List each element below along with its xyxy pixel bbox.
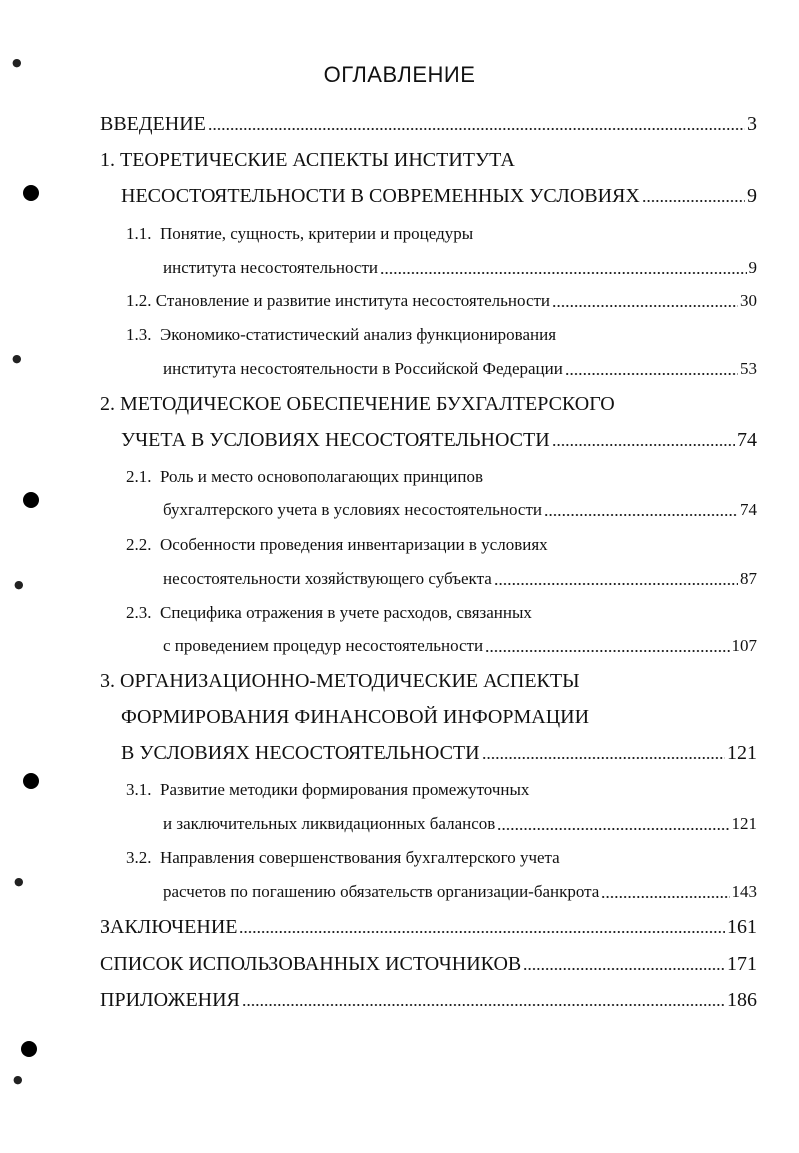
scan-speck: ●: [14, 875, 24, 888]
dot-leader: [208, 128, 745, 130]
chapter-number: 1.: [100, 149, 115, 171]
page-number: 171: [727, 953, 757, 975]
toc-section-2-2-line1[interactable]: [126, 533, 548, 557]
section-number: 2.3.: [126, 603, 152, 622]
toc-section-1-1-line1[interactable]: [126, 222, 473, 246]
dot-leader: [239, 931, 725, 933]
section-title: института несостоятельности в Российской Федерации: [163, 359, 563, 378]
toc-section-3-1-line1[interactable]: [126, 778, 529, 802]
toc-entry-conclusion[interactable]: [100, 915, 757, 939]
section-title: Экономико-статистический анализ функционирования: [160, 325, 557, 344]
toc-chapter-1-line2[interactable]: [121, 184, 757, 208]
section-title: Становление и развитие института несостоятельности: [155, 291, 551, 310]
section-title: Понятие, сущность, критерии и процедуры: [160, 224, 474, 243]
scan-speck: ●: [12, 56, 22, 69]
section-number: 3.2.: [126, 848, 152, 867]
dot-leader: [565, 373, 738, 375]
dot-leader: [242, 1004, 725, 1006]
page-number: 121: [727, 742, 757, 764]
dot-leader: [482, 757, 725, 759]
toc-section-2-3-line1[interactable]: [126, 601, 532, 625]
chapter-title: ОРГАНИЗАЦИОННО-МЕТОДИЧЕСКИЕ АСПЕКТЫ: [120, 670, 580, 692]
chapter-title: В УСЛОВИЯХ НЕСОСТОЯТЕЛЬНОСТИ: [121, 742, 480, 764]
toc-label: ЗАКЛЮЧЕНИЕ: [100, 916, 238, 938]
toc-label: ВВЕДЕНИЕ: [100, 113, 206, 135]
toc-chapter-3-line3[interactable]: [121, 741, 757, 765]
chapter-title: ФОРМИРОВАНИЯ ФИНАНСОВОЙ ИНФОРМАЦИИ: [121, 706, 590, 728]
section-title: несостоятельности хозяйствующего субъекта: [163, 569, 492, 588]
toc-section-2-1-line1[interactable]: [126, 465, 483, 489]
binder-hole: [23, 773, 39, 789]
page-number: 87: [740, 569, 757, 588]
section-title: института несостоятельности: [163, 258, 378, 277]
page-number: 107: [731, 636, 757, 655]
toc-label: ПРИЛОЖЕНИЯ: [100, 989, 240, 1011]
page-number: 186: [727, 989, 757, 1011]
page-number: 9: [747, 185, 757, 207]
section-title: Направления совершенствования бухгалтерского учета: [160, 848, 560, 867]
toc-label: СПИСОК ИСПОЛЬЗОВАННЫХ ИСТОЧНИКОВ: [100, 953, 522, 975]
toc-chapter-3-line1[interactable]: [100, 669, 580, 693]
dot-leader: [601, 896, 729, 898]
section-number: 2.2.: [126, 535, 152, 554]
dot-leader: [380, 272, 747, 274]
page-number: 74: [737, 429, 757, 451]
chapter-title: ТЕОРЕТИЧЕСКИЕ АСПЕКТЫ ИНСТИТУТА: [120, 149, 515, 171]
toc-chapter-1-line1[interactable]: [100, 148, 515, 172]
toc-entry-appendix[interactable]: [100, 988, 757, 1012]
binder-hole: [21, 1041, 37, 1057]
section-title: Развитие методики формирования промежуточных: [160, 780, 530, 799]
page-number: 3: [747, 113, 757, 135]
toc-chapter-2-line1[interactable]: [100, 392, 615, 416]
toc-section-3-1-line2[interactable]: [163, 812, 757, 836]
section-title: Роль и место основополагающих принципов: [160, 467, 484, 486]
page-number: 53: [740, 359, 757, 378]
section-title: бухгалтерского учета в условиях несостоятельности: [163, 500, 542, 519]
binder-hole: [23, 492, 39, 508]
scan-speck: ●: [14, 578, 24, 591]
section-title: Специфика отражения в учете расходов, связанных: [160, 603, 532, 622]
dot-leader: [544, 514, 738, 516]
dot-leader: [485, 650, 729, 652]
chapter-number: 3.: [100, 670, 115, 692]
chapter-number: 2.: [100, 393, 115, 415]
toc-section-3-2-line2[interactable]: [163, 880, 757, 904]
page-number: 143: [731, 882, 757, 901]
toc-section-1-2[interactable]: [126, 289, 757, 313]
toc-chapter-2-line2[interactable]: [121, 428, 757, 452]
scan-speck: ●: [13, 1073, 23, 1086]
toc-entry-intro[interactable]: [100, 112, 757, 136]
dot-leader: [552, 305, 738, 307]
toc-section-1-3-line2[interactable]: [163, 357, 757, 381]
scan-speck: ●: [12, 352, 22, 365]
section-title: с проведением процедур несостоятельности: [163, 636, 484, 655]
toc-section-2-1-line2[interactable]: [163, 498, 757, 522]
toc-chapter-3-line2[interactable]: [121, 705, 589, 729]
dot-leader: [642, 200, 745, 202]
page-number: 121: [731, 814, 757, 833]
chapter-title: МЕТОДИЧЕСКОЕ ОБЕСПЕЧЕНИЕ БУХГАЛТЕРСКОГО: [120, 393, 615, 415]
section-title: и заключительных ликвидационных балансов: [163, 814, 496, 833]
page-number: 74: [740, 500, 757, 519]
section-number: 1.3.: [126, 325, 152, 344]
dot-leader: [523, 968, 725, 970]
chapter-title: НЕСОСТОЯТЕЛЬНОСТИ В СОВРЕМЕННЫХ УСЛОВИЯХ: [121, 185, 640, 207]
toc-entry-sources[interactable]: [100, 952, 757, 976]
page-number: 30: [740, 291, 757, 310]
section-number: 1.2.: [126, 291, 152, 310]
section-title: расчетов по погашению обязательств организации-банкрота: [163, 882, 600, 901]
dot-leader: [494, 583, 738, 585]
toc-section-3-2-line1[interactable]: [126, 846, 560, 870]
toc-section-2-2-line2[interactable]: [163, 567, 757, 591]
page-number: 9: [748, 258, 757, 277]
dot-leader: [497, 828, 729, 830]
toc-section-1-3-line1[interactable]: [126, 323, 556, 347]
chapter-title: УЧЕТА В УСЛОВИЯХ НЕСОСТОЯТЕЛЬНОСТИ: [121, 429, 550, 451]
toc-section-1-1-line2[interactable]: [163, 256, 757, 280]
dot-leader: [552, 444, 735, 446]
section-number: 1.1.: [126, 224, 152, 243]
section-number: 2.1.: [126, 467, 152, 486]
section-number: 3.1.: [126, 780, 152, 799]
binder-hole: [23, 185, 39, 201]
page-number: 161: [727, 916, 757, 938]
section-title: Особенности проведения инвентаризации в условиях: [160, 535, 548, 554]
page-title: ОГЛАВЛЕНИЕ: [323, 62, 476, 87]
toc-section-2-3-line2[interactable]: [163, 634, 757, 658]
